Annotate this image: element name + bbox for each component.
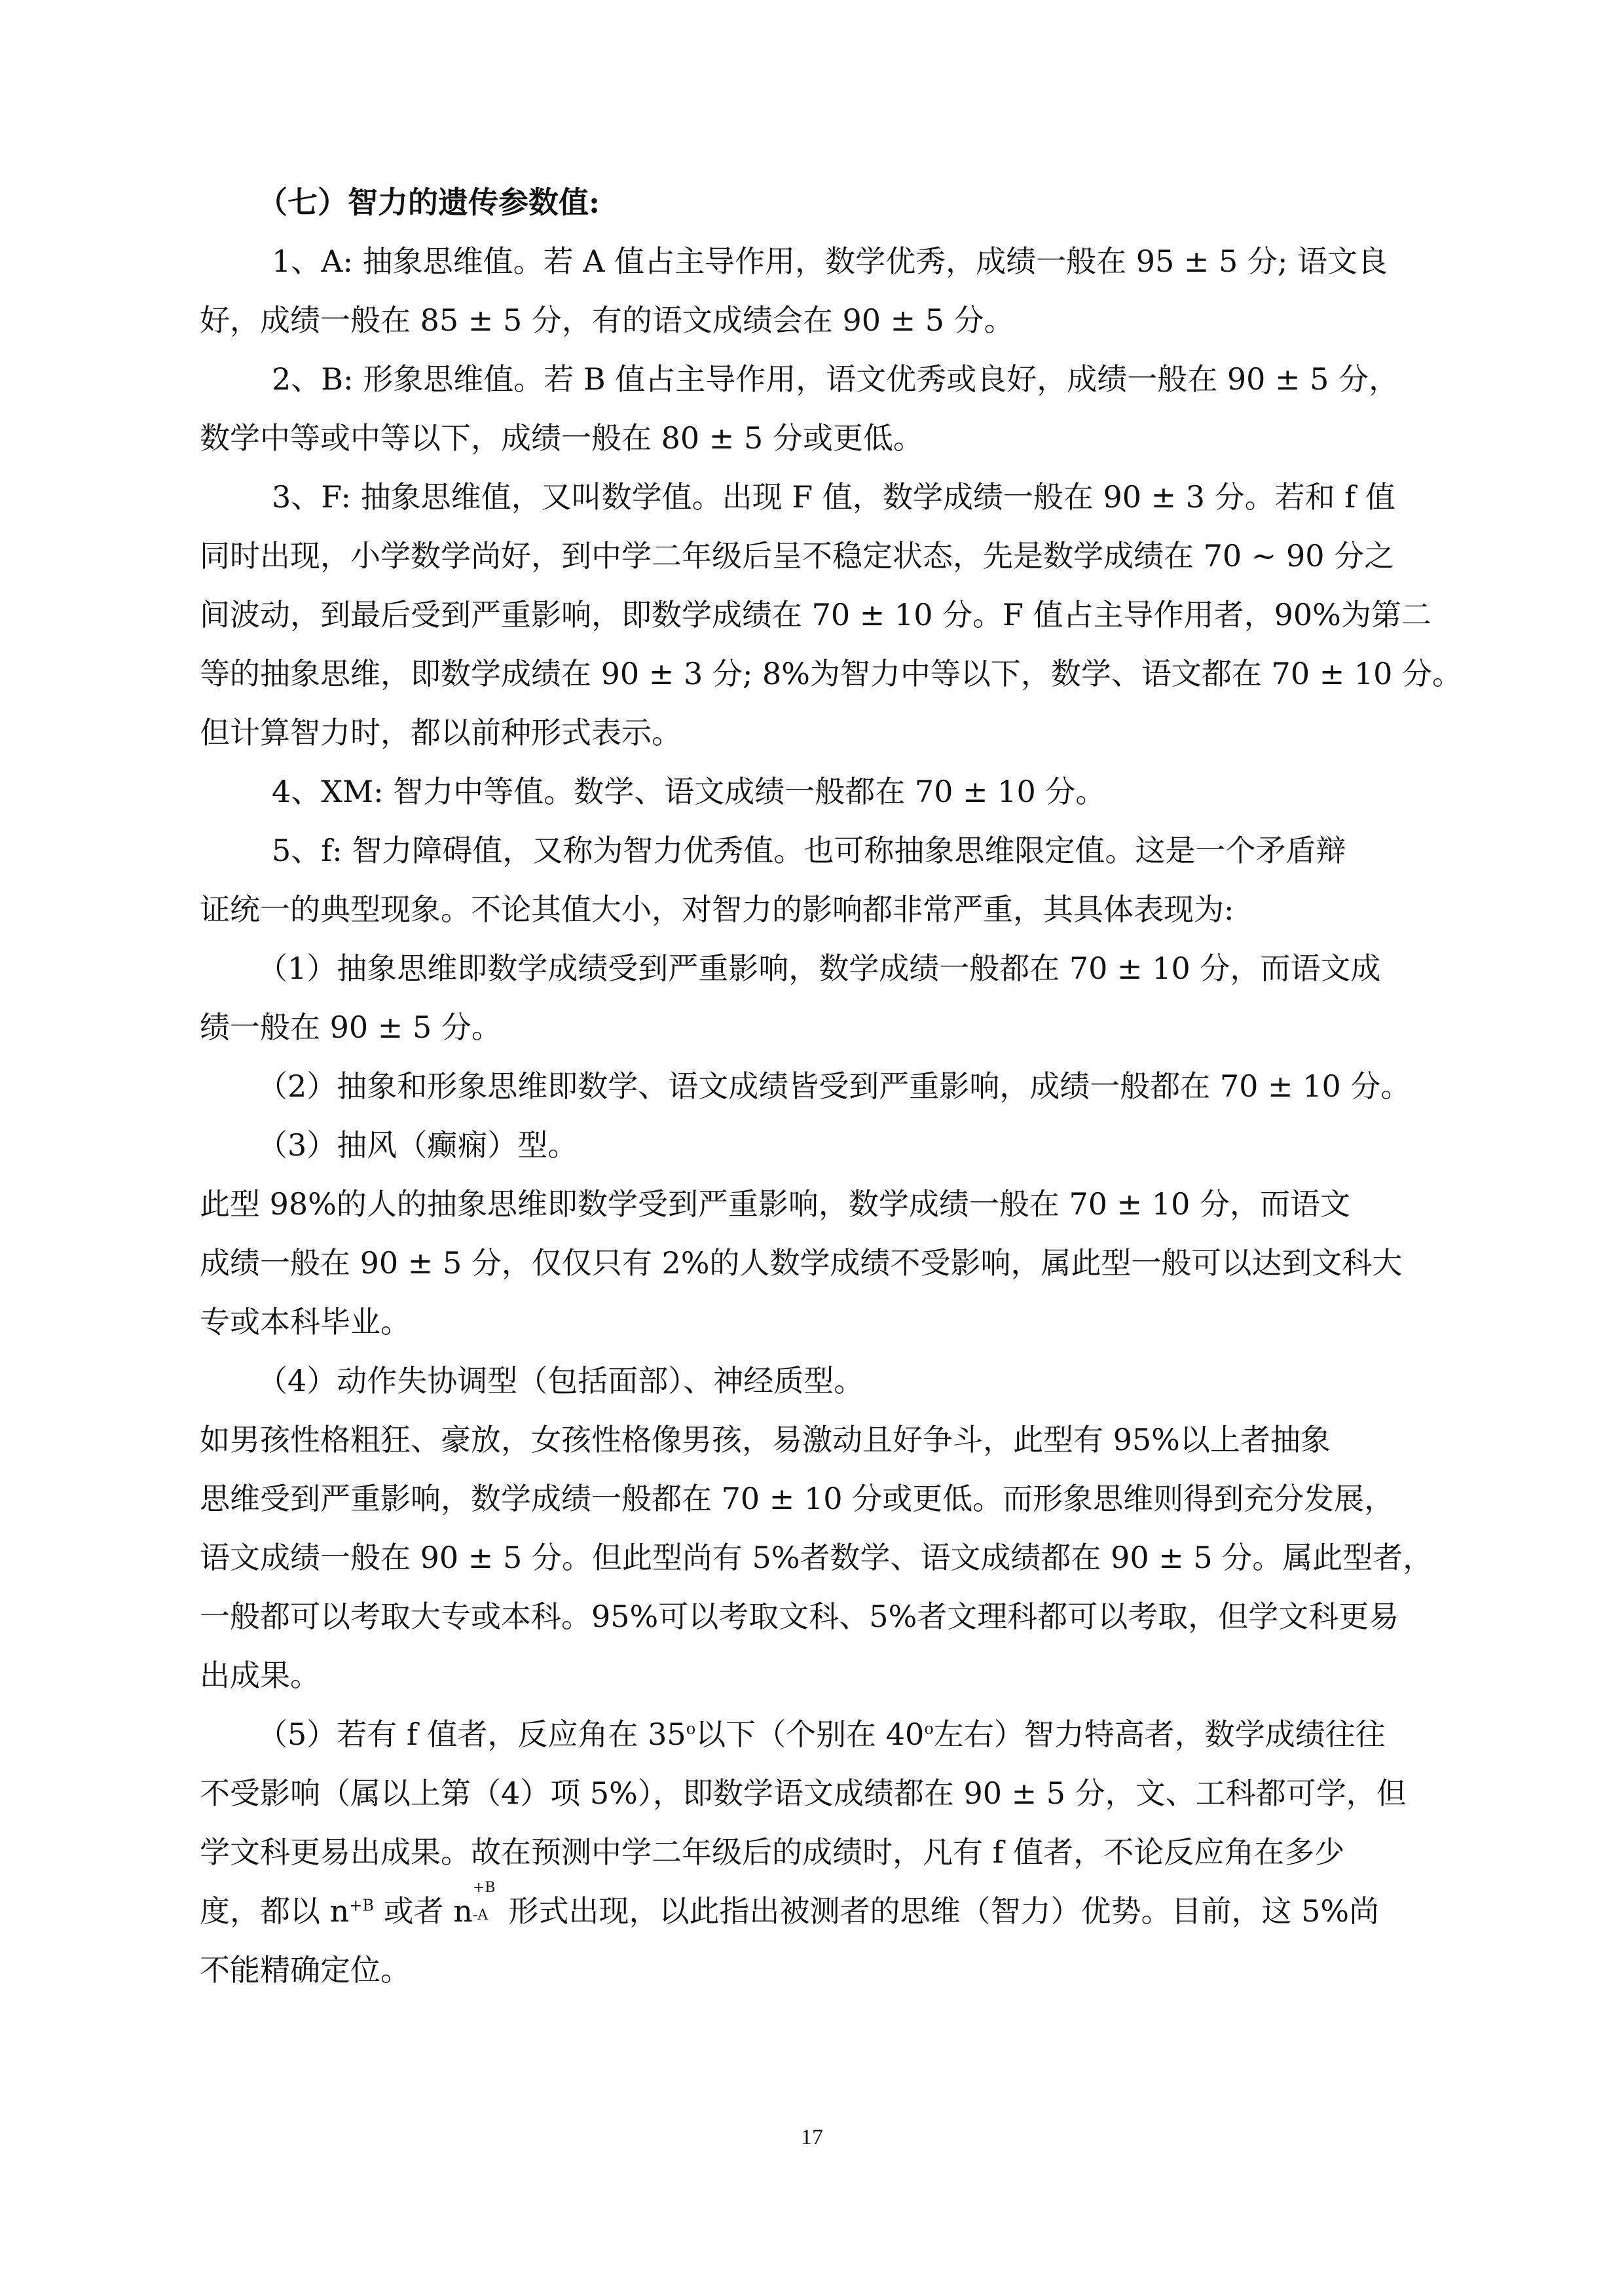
text-line [200,1705,1437,1764]
text-line: 1、A: 抽象思维值。若 A 值占主导作用，数学优秀，成绩一般在 95 ± 5 分; 语文良 [272,244,1388,279]
page-number: 17 [801,2125,823,2149]
text-line: 不受影响（属以上第（4）项 5%），即数学语文成绩都在 90 ± 5 分，文、工科都可学，但 [200,1776,1407,1811]
text-line: 等的抽象思维，即数学成绩在 90 ± 3 分; 8%为智力中等以下，数学、语文都在 70 ± 10 分。 [200,656,1463,691]
text-line: （4）动作失协调型（包括面部）、神经质型。 [257,1363,864,1398]
text-line: 如男孩性格粗狂、豪放，女孩性格像男孩，易激动且好争斗，此型有 95%以上者抽象 [200,1422,1331,1457]
degree-mark: o [686,1719,696,1738]
paragraph-xm [200,762,1437,821]
sub-item-4 [200,1351,1437,1705]
section-heading: （七）智力的遗传参数值: [257,185,600,220]
sub-item-3 [200,1116,1437,1351]
text-line: 间波动，到最后受到严重影响，即数学成绩在 70 ± 10 分。F 值占主导作用者，90%为第二 [200,597,1431,632]
text-segment: 形式出现，以此指出被测者的思维（智力）优势。目前，这 5%尚 [498,1893,1380,1929]
paragraph-b [200,350,1437,467]
text-line: （3）抽风（癫痫）型。 [257,1127,578,1163]
text-line: （1）抽象思维即数学成绩受到严重影响，数学成绩一般都在 70 ± 10 分，而语文成 [257,951,1381,986]
superscript: +B [349,1896,374,1915]
sub-item-2 [200,1057,1437,1116]
text-segment: 或者 n [374,1893,473,1929]
paragraph-f [200,467,1463,762]
sub-item-5 [200,1705,1437,1999]
text-line: 不能精确定位。 [200,1952,411,1988]
text-line: 此型 98%的人的抽象思维即数学受到严重影响，数学成绩一般在 70 ± 10 分，而语文 [200,1186,1350,1222]
text-line: 一般都可以考取大专或本科。95%可以考取文科、5%者文理科都可以考取，但学文科更易 [200,1599,1399,1634]
text-line: 4、XM: 智力中等值。数学、语文成绩一般都在 70 ± 10 分。 [272,774,1106,809]
text-line: 同时出现，小学数学尚好，到中学二年级后呈不稳定状态，先是数学成绩在 70 ~ 90 分之 [200,538,1395,574]
sub-item-1 [200,939,1437,1057]
text-line: 思维受到严重影响，数学成绩一般都在 70 ± 10 分或更低。而形象思维则得到充分发展， [200,1481,1395,1516]
text-segment: （5）若有 f 值者，反应角在 35 [257,1717,686,1752]
text-line: 3、F: 抽象思维值，又叫数学值。出现 F 值，数学成绩一般在 90 ± 3 分。若和 f 值 [272,479,1395,515]
sub-superscript [472,1880,499,1923]
text-segment: 以下（个别在 40 [695,1717,925,1752]
text-line: 出成果。 [200,1658,320,1693]
text-line: 专或本科毕业。 [200,1304,411,1339]
text-line [200,1882,1437,1941]
text-line: 语文成绩一般在 90 ± 5 分。但此型尚有 5%者数学、语文成绩都在 90 ± 5 分。属此型者， [200,1540,1433,1575]
text-line: 2、B: 形象思维值。若 B 值占主导作用，语文优秀或良好，成绩一般在 90 ± 5 分， [272,361,1399,397]
text-line: 成绩一般在 90 ± 5 分，仅仅只有 2%的人数学成绩不受影响，属此型一般可以达到文科大 [200,1245,1403,1281]
subscript: -A [472,1907,489,1923]
text-line: 好，成绩一般在 85 ± 5 分，有的语文成绩会在 90 ± 5 分。 [200,302,1014,338]
text-line: 学文科更易出成果。故在预测中学二年级后的成绩时，凡有 f 值者，不论反应角在多少 [200,1834,1345,1870]
text-line: （2）抽象和形象思维即数学、语文成绩皆受到严重影响，成绩一般都在 70 ± 10 分。 [257,1068,1411,1104]
degree-mark: o [924,1719,934,1738]
text-line: 证统一的典型现象。不论其值大小，对智力的影响都非常严重，其具体表现为: [200,892,1234,927]
superscript: +B [472,1880,496,1896]
text-segment: 度，都以 n [200,1893,350,1929]
text-line: 5、f: 智力障碍值，又称为智力优秀值。也可称抽象思维限定值。这是一个矛盾辩 [272,833,1346,868]
page-body [200,173,1463,1999]
text-segment: 左右）智力特高者，数学成绩往往 [933,1717,1386,1752]
paragraph-a [200,232,1437,350]
text-line: 但计算智力时，都以前种形式表示。 [200,715,682,750]
paragraph-f-lower [200,821,1437,939]
text-line: 数学中等或中等以下，成绩一般在 80 ± 5 分或更低。 [200,420,923,456]
text-line: 绩一般在 90 ± 5 分。 [200,1010,502,1045]
